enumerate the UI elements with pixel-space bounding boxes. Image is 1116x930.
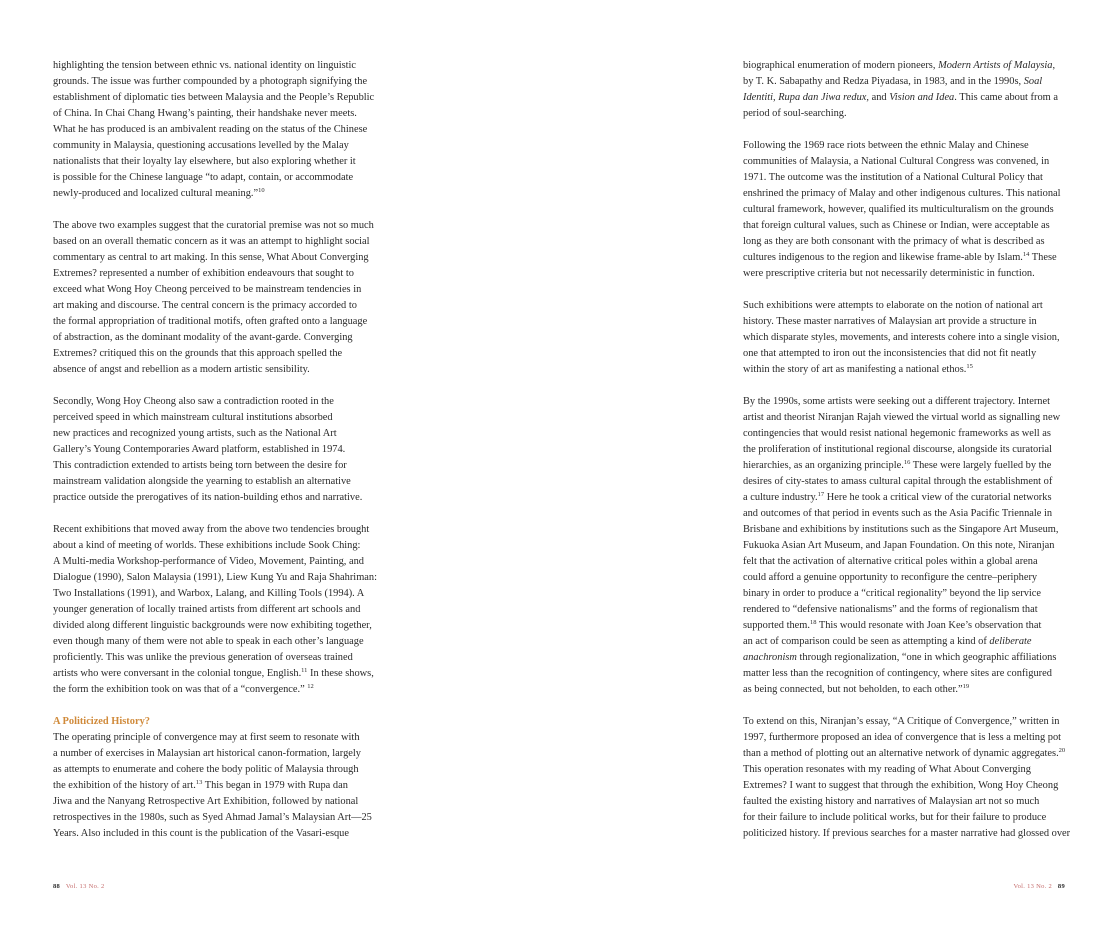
text-line <box>743 106 1067 122</box>
right-page <box>743 58 1071 858</box>
text-line <box>53 474 377 490</box>
text-line <box>743 666 1067 682</box>
text-line <box>53 778 377 794</box>
text-run: were prescriptive criteria but not necessarily deterministic in function. <box>743 268 1035 279</box>
text-line <box>53 634 377 650</box>
left-page-footer <box>53 883 105 890</box>
body-paragraph <box>743 714 1071 842</box>
text-line <box>53 666 377 682</box>
text-line <box>743 682 1067 698</box>
text-run: By the 1990s, some artists were seeking out a different trajectory. Internet <box>743 396 1051 407</box>
text-line <box>53 794 377 810</box>
text-line <box>53 394 377 410</box>
text-run: divided along different linguistic backgrounds were now exhibiting together, <box>53 620 372 631</box>
text-run: . This came about from a <box>954 92 1058 103</box>
text-run: highlighting the tension between ethnic vs. national identity on linguistic <box>53 60 357 71</box>
footnote-ref: 20 <box>1058 747 1066 754</box>
text-run: To extend on this, Niranjan’s essay, “A Critique of Convergence,” written in <box>743 716 1060 727</box>
text-run: period of soul-searching. <box>743 108 847 119</box>
text-run: matter less than the recognition of contingency, where sites are configured <box>743 668 1052 679</box>
text-run: through regionalization, “one in which geographic affiliations <box>796 652 1057 663</box>
text-run: is possible for the Chinese language “to adapt, contain, or accommodate <box>53 172 354 183</box>
text-run: one that attempted to iron out the inconsistencies that did not fit neatly <box>743 348 1037 359</box>
text-run: and outcomes of that period in events such as the Asia Pacific Triennale in <box>743 508 1053 519</box>
text-line <box>53 426 377 442</box>
text-run: 1997, furthermore proposed an idea of convergence that is less a melting pot <box>743 732 1062 743</box>
text-line <box>53 650 377 666</box>
text-line <box>53 410 377 426</box>
text-run: anachronism <box>743 652 797 663</box>
text-run: for their failure to include political works, but for their failure to produce <box>743 812 1047 823</box>
text-run: even though many of them were not able to speak in each other’s language <box>53 636 364 647</box>
footnote-ref: 14 <box>1022 251 1030 258</box>
page-number: 88 <box>53 883 61 890</box>
text-run: by T. K. Sabapathy and Redza Piyadasa, in 1983, and in the 1990s, <box>743 76 1024 87</box>
text-run: This operation resonates with my reading of What About Converging <box>743 764 1031 775</box>
text-run: could afford a genuine opportunity to reconfigure the centre–periphery <box>743 572 1038 583</box>
text-run: Fukuoka Asian Art Museum, and Japan Foundation. On this note, Niranjan <box>743 540 1055 551</box>
text-line <box>53 170 377 186</box>
text-line <box>53 122 377 138</box>
text-line <box>743 346 1067 362</box>
text-run: a culture industry. <box>743 492 818 503</box>
text-line <box>53 346 377 362</box>
footnote-ref: 11 <box>301 667 308 674</box>
text-line <box>53 586 377 602</box>
text-line <box>53 218 377 234</box>
text-run: absence of angst and rebellion as a modern artistic sensibility. <box>53 364 310 375</box>
text-run: and <box>869 92 890 103</box>
text-line <box>743 570 1067 586</box>
section-heading: A Politicized History? <box>53 716 150 727</box>
text-run: than a method of plotting out an alternative network of dynamic aggregates. <box>743 748 1059 759</box>
text-run: binary in order to produce a “critical regionality” beyond the lip service <box>743 588 1042 599</box>
text-line <box>743 154 1067 170</box>
text-run: Such exhibitions were attempts to elaborate on the notion of national art <box>743 300 1043 311</box>
body-paragraph <box>743 298 1067 378</box>
text-line <box>743 362 1067 378</box>
text-run: politicized history. If previous searches for a master narrative had glossed over <box>743 828 1071 839</box>
text-run: younger generation of locally trained artists from different art schools and <box>53 604 361 615</box>
text-run: Years. Also included in this count is the publication of the Vasari-esque <box>53 828 349 839</box>
text-run: These <box>1029 252 1057 263</box>
text-run: contingencies that would resist national hegemonic frameworks as well as <box>743 428 1051 439</box>
text-line <box>743 330 1067 346</box>
text-run: Two Installations (1991), and Warbox, Lalang, and Killing Tools (1994). A <box>53 588 365 599</box>
text-run: Vision and Idea <box>889 92 955 103</box>
text-run: retrospectives in the 1980s, such as Syed Ahmad Jamal’s Malaysian Art—25 <box>53 812 372 823</box>
text-line <box>743 458 1067 474</box>
text-line <box>743 250 1067 266</box>
text-line <box>53 746 377 762</box>
text-run: Gallery’s Young Contemporaries Award platform, established in 1974. <box>53 444 346 455</box>
body-paragraph <box>743 138 1067 282</box>
text-run: communities of Malaysia, a National Cultural Congress was convened, in <box>743 156 1050 167</box>
text-line <box>53 74 377 90</box>
text-run: faulted the existing history and narratives of Malaysian art not so much <box>743 796 1040 807</box>
text-line <box>53 810 377 826</box>
text-line <box>53 298 377 314</box>
footnote-ref: 12 <box>307 683 314 690</box>
text-run: Recent exhibitions that moved away from the above two tendencies brought <box>53 524 370 535</box>
text-run: about a kind of meeting of worlds. These exhibitions include Sook Ching: <box>53 540 361 551</box>
text-run: long as they are both consonant with the primacy of what is described as <box>743 236 1045 247</box>
text-run: perceived speed in which mainstream cultural institutions absorbed <box>53 412 333 423</box>
text-run: Extremes? critiqued this on the grounds that this approach spelled the <box>53 348 343 359</box>
text-line <box>53 138 377 154</box>
text-run: artist and theorist Niranjan Rajah viewed the virtual world as signalling new <box>743 412 1061 423</box>
text-run: a number of exercises in Malaysian art historical canon-formation, largely <box>53 748 361 759</box>
footnote-ref: 10 <box>258 187 265 194</box>
text-line <box>53 186 377 202</box>
text-run: felt that the activation of alternative critical poles within a global arena <box>743 556 1038 567</box>
text-line <box>53 522 377 538</box>
text-line <box>53 442 377 458</box>
text-line <box>743 394 1067 410</box>
body-paragraph <box>743 394 1067 698</box>
body-paragraph <box>743 58 1067 122</box>
text-line <box>743 266 1067 282</box>
footnote-ref: 18 <box>809 619 817 626</box>
text-line <box>743 762 1067 778</box>
text-run: exceed what Wong Hoy Cheong perceived to be mainstream tendencies in <box>53 284 362 295</box>
text-run: the formal appropriation of traditional motifs, often grafted onto a language <box>53 316 368 327</box>
text-run: commentary as central to art making. In this sense, What About Converging <box>53 252 369 263</box>
text-run: within the story of art as manifesting a national ethos. <box>743 364 967 375</box>
text-line <box>743 138 1067 154</box>
text-run: supported them. <box>743 620 810 631</box>
text-line <box>743 634 1067 650</box>
text-line <box>743 218 1067 234</box>
text-run: which disparate styles, movements, and interests cohere into a single vision, <box>743 332 1060 343</box>
text-run: This began in 1979 with Rupa dan <box>202 780 348 791</box>
text-line <box>743 522 1067 538</box>
text-run: hierarchies, as an organizing principle. <box>743 460 904 471</box>
text-line <box>743 202 1067 218</box>
journal-issue: Vol. 13 No. 2 <box>65 883 105 890</box>
text-line <box>743 618 1067 634</box>
text-run: the proliferation of institutional regional discourse, alongside its curatorial <box>743 444 1053 455</box>
text-line <box>743 586 1067 602</box>
text-line <box>53 58 377 74</box>
text-line <box>53 618 377 634</box>
page-number: 89 <box>1057 883 1065 890</box>
text-run: This contradiction extended to artists being torn between the desire for <box>53 460 347 471</box>
text-line <box>53 362 377 378</box>
text-line <box>53 458 377 474</box>
text-run: Dialogue (1990), Salon Malaysia (1991), Liew Kung Yu and Raja Shahriman: <box>53 572 377 583</box>
text-run: rendered to “defensive nationalisms” and the forms of regionalism that <box>743 604 1038 615</box>
text-line <box>53 250 377 266</box>
footnote-ref: 16 <box>903 459 911 466</box>
text-line <box>53 330 377 346</box>
text-line <box>53 314 377 330</box>
text-run: mainstream validation alongside the yearning to establish an alternative <box>53 476 351 487</box>
text-line <box>743 538 1067 554</box>
body-paragraph <box>53 730 377 842</box>
text-line <box>53 602 377 618</box>
text-line <box>53 490 377 506</box>
text-run: proficiently. This was unlike the previous generation of overseas trained <box>53 652 353 663</box>
text-line <box>743 170 1067 186</box>
text-line <box>743 554 1067 570</box>
text-run: cultural framework, however, qualified its multiculturalism on the grounds <box>743 204 1054 215</box>
footnote-ref: 19 <box>962 683 970 690</box>
text-run: practice outside the prerogatives of its nation-building ethos and narrative. <box>53 492 363 503</box>
text-run: These were largely fuelled by the <box>910 460 1052 471</box>
text-line <box>53 282 377 298</box>
text-line <box>743 314 1067 330</box>
text-run: the exhibition of the history of art. <box>53 780 196 791</box>
text-line <box>53 106 377 122</box>
text-line <box>743 490 1067 506</box>
text-run: history. These master narratives of Malaysian art provide a structure in <box>743 316 1037 327</box>
text-run: A Multi-media Workshop-performance of Video, Movement, Painting, and <box>53 556 364 567</box>
text-line <box>743 90 1067 106</box>
text-run: What he has produced is an ambivalent reading on the status of the Chinese <box>53 124 368 135</box>
text-line <box>53 826 377 842</box>
text-run: Jiwa and the Nanyang Retrospective Art Exhibition, followed by national <box>53 796 359 807</box>
text-run: as being connected, but not beholden, to each other.” <box>743 684 963 695</box>
text-line <box>743 778 1067 794</box>
text-run: , <box>1052 60 1056 71</box>
text-run: enshrined the primacy of Malay and other indigenous cultures. This national <box>743 188 1061 199</box>
right-page-footer <box>1013 883 1065 890</box>
text-run: The above two examples suggest that the curatorial premise was not so much <box>53 220 374 231</box>
body-paragraph <box>53 394 377 506</box>
footnote-ref: 13 <box>195 779 203 786</box>
text-line <box>743 426 1067 442</box>
text-run: Soal <box>1023 76 1043 87</box>
text-line <box>53 266 377 282</box>
text-run: grounds. The issue was further compounded by a photograph signifying the <box>53 76 368 87</box>
text-run: as attempts to enumerate and cohere the body politic of Malaysia through <box>53 764 359 775</box>
text-line <box>743 506 1067 522</box>
text-run: an act of comparison could be seen as attempting a kind of <box>743 636 990 647</box>
text-line <box>743 474 1067 490</box>
text-line <box>743 234 1067 250</box>
text-run: of China. In Chai Chang Hwang’s painting, their handshake never meets. <box>53 108 357 119</box>
text-run: community in Malaysia, questioning accusations levelled by the Malay <box>53 140 349 151</box>
text-run: desires of city-states to amass cultural capital through the establishment of <box>743 476 1053 487</box>
text-line <box>53 154 377 170</box>
text-line <box>743 602 1067 618</box>
text-run: Secondly, Wong Hoy Cheong also saw a contradiction rooted in the <box>53 396 334 407</box>
text-run: establishment of diplomatic ties between Malaysia and the People’s Republic <box>53 92 375 103</box>
text-run: deliberate <box>989 636 1032 647</box>
text-run: Identiti, Rupa dan Jiwa redux, <box>743 92 870 103</box>
text-run: In these shows, <box>307 668 374 679</box>
text-run: new practices and recognized young artists, such as the National Art <box>53 428 337 439</box>
text-run: artists who were conversant in the colonial tongue, English. <box>53 668 302 679</box>
body-paragraph <box>53 58 377 202</box>
footnote-ref: 17 <box>817 491 825 498</box>
text-run: newly-produced and localized cultural meaning.” <box>53 188 259 199</box>
text-run: that foreign cultural values, such as Chinese or Indian, were acceptable as <box>743 220 1050 231</box>
text-line <box>743 650 1067 666</box>
text-line <box>743 826 1071 842</box>
text-run: Modern Artists of Malaysia <box>938 60 1053 71</box>
text-line <box>53 538 377 554</box>
text-line <box>743 730 1067 746</box>
text-run: The operating principle of convergence may at first seem to resonate with <box>53 732 360 743</box>
text-line <box>743 810 1067 826</box>
text-line <box>743 298 1067 314</box>
text-line <box>743 410 1067 426</box>
text-run: of abstraction, as the dominant modality of the avant-garde. Converging <box>53 332 353 343</box>
text-line <box>743 746 1067 762</box>
text-line <box>53 762 377 778</box>
text-run: Here he took a critical view of the curatorial networks <box>824 492 1052 503</box>
text-run: 1971. The outcome was the institution of a National Cultural Policy that <box>743 172 1043 183</box>
body-paragraph <box>53 218 377 378</box>
text-line <box>743 74 1067 90</box>
text-line <box>743 442 1067 458</box>
journal-issue: Vol. 13 No. 2 <box>1013 883 1053 890</box>
text-line <box>53 730 377 746</box>
text-run: Extremes? represented a number of exhibition endeavours that sought to <box>53 268 354 279</box>
text-line <box>53 682 377 698</box>
left-page <box>53 58 377 858</box>
text-run: Brisbane and exhibitions by institutions such as the Singapore Art Museum, <box>743 524 1059 535</box>
text-run: This would resonate with Joan Kee’s observation that <box>816 620 1042 631</box>
text-run: nationalists that their loyalty lay elsewhere, but also exploring whether it <box>53 156 356 167</box>
text-line <box>743 186 1067 202</box>
text-run: cultures indigenous to the region and likewise frame-able by Islam. <box>743 252 1023 263</box>
text-run: based on an overall thematic concern as it was an attempt to highlight social <box>53 236 370 247</box>
text-run: biographical enumeration of modern pioneers, <box>743 60 939 71</box>
body-paragraph <box>53 522 377 698</box>
text-run: Following the 1969 race riots between the ethnic Malay and Chinese <box>743 140 1029 151</box>
text-line <box>53 234 377 250</box>
text-run: the form the exhibition took on was that of a “convergence.” <box>53 684 308 695</box>
text-line <box>743 794 1067 810</box>
text-run: art making and discourse. The central concern is the primacy accorded to <box>53 300 357 311</box>
text-line <box>53 554 377 570</box>
text-run: Extremes? I want to suggest that through the exhibition, Wong Hoy Cheong <box>743 780 1059 791</box>
footnote-ref: 15 <box>966 363 973 370</box>
text-line <box>743 58 1067 74</box>
text-line <box>53 570 377 586</box>
text-line <box>743 714 1067 730</box>
text-line <box>53 90 377 106</box>
